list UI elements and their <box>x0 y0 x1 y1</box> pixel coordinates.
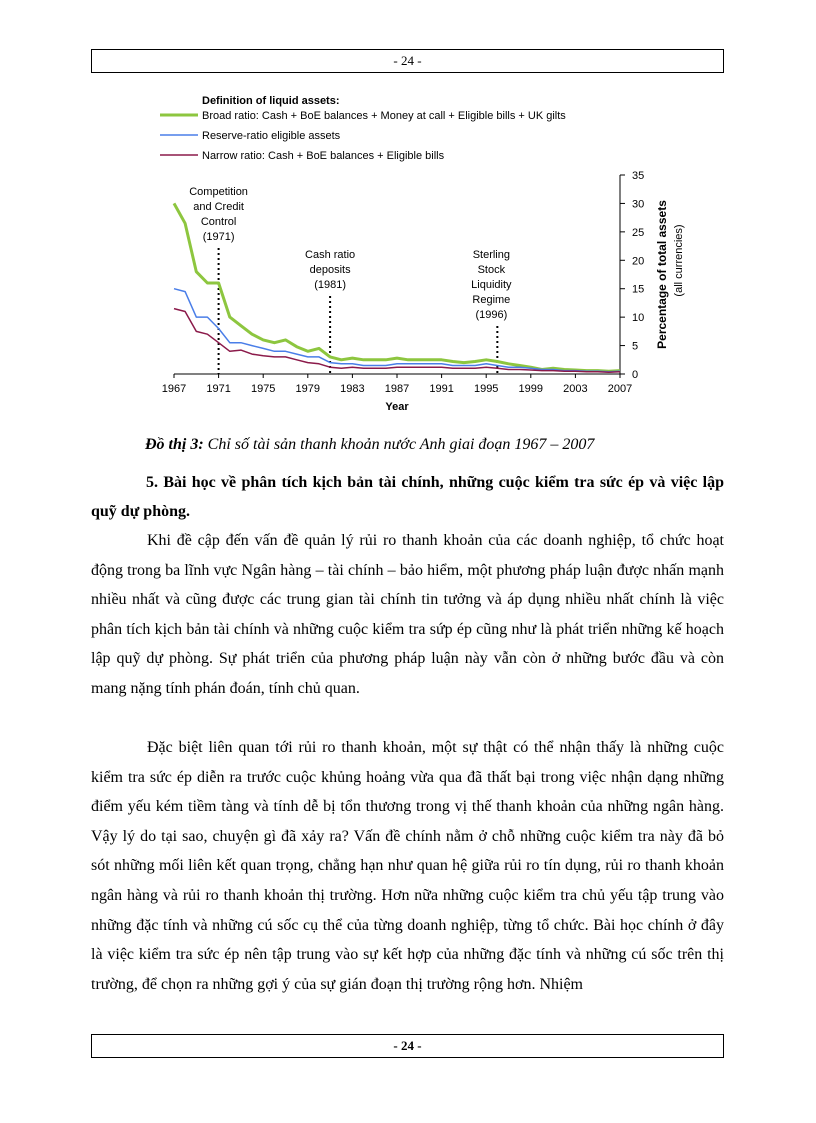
annotation-text: (1971) <box>202 231 235 243</box>
x-tick-label: 1971 <box>206 383 231 395</box>
legend-label-broad: Broad ratio: Cash + BoE balances + Money at call + Eligible bills + UK gilts <box>202 110 566 122</box>
header-page-number: - 24 - <box>393 53 422 68</box>
x-tick-label: 1999 <box>518 383 544 395</box>
section-heading: 5. Bài học về phân tích kịch bản tài chính, những cuộc kiểm tra sức ép và việc lập quỹ dự phòng. <box>91 474 724 520</box>
y-tick-label: 15 <box>632 283 645 296</box>
x-tick-label: 1995 <box>473 383 499 395</box>
annotation-text: Stock <box>477 264 506 276</box>
x-tick-label: 1979 <box>295 383 321 395</box>
series-line-broad <box>174 203 620 371</box>
x-tick-label: 1967 <box>161 383 187 395</box>
y-tick-label: 0 <box>632 369 639 381</box>
paragraph-1: Khi đề cập đến vấn đề quản lý rủi ro thanh khoản của các doanh nghiệp, tổ chức hoạt động trong ba lĩnh vực Ngân hàng – tài chính – bảo hiểm, một phương pháp luận được nhấn mạnh nhiều nhất và cũng được các trung gian tài chính tin tưởng và áp dụng nhiều nhất chính là việc phân tích kịch bản tài chính và những cuộc kiểm tra sứp ép cũng như là phát triển những kế hoạch lập quỹ dự phòng. Sự phát triển của phương pháp luận này vẫn còn ở những bước đầu và còn mang nặng tính phán đoán, tính chủ quan. <box>91 532 724 697</box>
y-tick-label: 5 <box>632 340 639 353</box>
y-tick-label: 10 <box>632 312 645 325</box>
annotation-text: Competition <box>189 186 248 198</box>
figure-caption <box>145 436 594 454</box>
y-axis-sublabel: (all currencies) <box>673 224 685 297</box>
annotation-text: and Credit <box>193 201 244 213</box>
footer-page-number: - 24 - <box>393 1038 422 1053</box>
page-footer-box <box>91 1034 724 1058</box>
annotation-text: Sterling <box>472 249 510 261</box>
x-axis-label: Year <box>385 401 409 413</box>
annotation-text: (1981) <box>314 279 346 291</box>
legend-label-narrow: Narrow ratio: Cash + BoE balances + Eligible bills <box>202 150 445 162</box>
y-tick-label: 20 <box>632 255 645 268</box>
y-tick-label: 25 <box>632 226 645 239</box>
legend-label-reserve: Reserve-ratio eligible assets <box>202 130 341 142</box>
x-tick-label: 1983 <box>340 383 365 395</box>
series-line-narrow <box>174 309 620 373</box>
x-tick-label: 1975 <box>250 383 276 395</box>
x-tick-label: 1987 <box>384 383 410 395</box>
x-tick-label: 1991 <box>429 383 454 395</box>
annotation-text: Control <box>200 216 237 228</box>
y-axis-label: Percentage of total assets <box>655 200 669 349</box>
y-tick-label: 35 <box>632 170 645 182</box>
annotation-text: deposits <box>309 264 351 276</box>
paragraph-2: Đặc biệt liên quan tới rủi ro thanh khoản, một sự thật có thể nhận thấy là những cuộc kiểm tra sức ép diễn ra trước cuộc khủng hoảng vừa qua đã thất bại trong việc nhận dạng những điểm yếu kém tiềm tàng và tính dễ bị tổn thương trong vị thế thanh khoản của những ngân hàng. Vậy lý do tại sao, chuyện gì đã xảy ra? Vấn đề chính nằm ở chỗ những cuộc kiểm tra này đã bỏ sót những mối liên kết quan trọng, chẳng hạn như quan hệ giữa rủi ro tín dụng, rủi ro thanh khoản ngân hàng và rủi ro thanh khoản thị trường. Hơn nữa những cuộc kiểm tra chủ yếu tập trung vào những đặc tính và những cú sốc cụ thể của từng doanh nghiệp, từng tổ chức. Bài học chính ở đây là việc kiểm tra sức ép nên tập trung vào sự kết hợp của những đặc tính và những cú sốc trên thị trường, để chọn ra những gợi ý của sự gián đoạn thị trường rộng hơn. Nhiệm <box>91 739 724 993</box>
x-tick-label: 2007 <box>607 383 633 395</box>
x-tick-label: 2003 <box>563 383 588 395</box>
annotation-text: Regime <box>472 294 511 306</box>
y-tick-label: 30 <box>632 198 645 211</box>
liquid-assets-chart <box>150 88 690 418</box>
caption-label: Đồ thị 3: <box>145 436 204 453</box>
annotation-text: (1996) <box>475 309 508 321</box>
legend-title: Definition of liquid assets: <box>202 95 340 107</box>
annotation-text: Cash ratio <box>305 249 356 261</box>
annotation-text: Liquidity <box>471 279 512 291</box>
caption-text: Chỉ số tài sản thanh khoản nước Anh giai đoạn 1967 – 2007 <box>203 436 595 453</box>
page-header-box <box>91 49 724 73</box>
